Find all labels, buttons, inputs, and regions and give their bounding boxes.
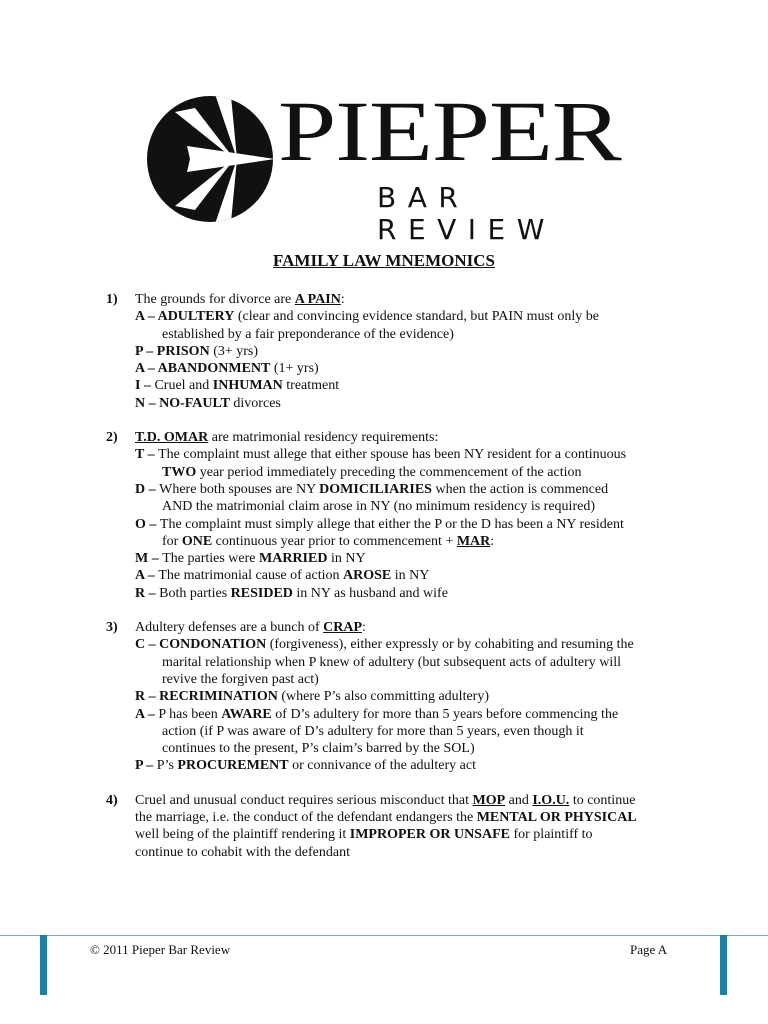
entry-text: year period immediately preceding the commencement of the action [196,464,582,480]
mnemonic-key: CRAP [323,620,363,636]
intro-suffix: : [362,620,366,636]
entry-text: continuous year prior to commencement + [212,533,457,549]
entry-dash: – [146,758,154,774]
entry-prefix: P’s [156,758,178,774]
footer-accent-bar-left [40,935,47,995]
entry-term: MARRIED [259,551,328,567]
entry-term: INHUMAN [212,378,283,394]
mnemonic-key: MOP [472,792,506,808]
mnemonic-entry [135,481,695,498]
entry-letter: I [135,378,141,394]
mnemonic-entry [135,308,695,325]
para-text: and [505,792,533,808]
entry-letter: T [135,447,145,463]
entry-prefix: for [162,533,182,549]
paragraph-line [135,809,695,826]
entry-text: in NY as husband and wife [292,585,448,601]
entry-prefix: P has been [158,706,222,722]
para-text: to continue [569,792,636,808]
entry-continuation: AND the matrimonial claim arose in NY (no minimum residency is required) [162,499,595,515]
mnemonic-entry [135,706,695,723]
entry-text: when the action is commenced [431,481,609,497]
entry-term: TWO [162,464,197,480]
footer-divider [0,935,768,936]
entry-prefix: The matrimonial cause of action [158,568,343,584]
intro-suffix: : [340,292,345,307]
entry-letter: P [135,758,143,774]
mnemonic-item-4 [0,792,768,861]
entry-term: DOMICILIARIES [319,481,432,497]
entry-continuation: revive the forgiven past act) [162,671,319,687]
item-number: 4) [106,792,118,808]
item-intro [135,429,695,446]
entry-text: (1+ yrs) [270,361,319,377]
entry-letter: A [135,361,145,377]
mnemonic-entry [135,636,695,653]
entry-text: (3+ yrs) [209,343,259,359]
entry-term: RESIDED [230,585,293,601]
entry-dash: – [147,447,155,463]
entry-dash: – [148,637,156,653]
mnemonic-key: I.O.U. [532,792,570,808]
para-text: the marriage, i.e. the conduct of the defendant endangers the [135,810,477,826]
mnemonic-item-3 [0,619,768,775]
entry-letter: R [135,585,146,601]
entry-dash: – [146,343,154,359]
paragraph-line [135,826,695,843]
entry-text: divorces [229,395,281,411]
entry-letter: A [135,309,145,325]
entry-term: PROCUREMENT [177,758,289,774]
entry-text: in NY [327,551,366,567]
item-number: 3) [106,620,118,636]
entry-letter: R [135,689,146,705]
mnemonic-entry [135,516,695,533]
entry-prefix: Where both spouses are NY [159,481,320,497]
mnemonic-entry [135,377,695,394]
entry-letter: A [135,706,145,722]
mnemonic-key: T.D. OMAR [135,430,209,446]
mnemonic-entry [135,757,695,774]
item-number: 1) [106,292,118,307]
entry-text: (where P’s also committing adultery) [277,689,489,705]
para-text: Cruel and unusual conduct requires serious misconduct that [135,792,473,808]
entry-term: AROSE [343,568,392,584]
pieper-logo [145,83,625,246]
entry-term: ONE [181,533,213,549]
paragraph-line: continue to cohabit with the defendant [135,844,350,860]
entry-continuation: marital relationship when P knew of adultery (but subsequent acts of adultery will [162,654,622,670]
entry-term: AWARE [221,706,272,722]
footer-copyright: © 2011 Pieper Bar Review [90,942,231,957]
mnemonic-entry [135,688,695,705]
entry-suffix: : [490,533,495,549]
mnemonics-list [0,291,768,878]
entry-prefix: Both parties [159,585,231,601]
entry-dash: – [147,568,155,584]
intro-suffix: are matrimonial residency requirements: [208,430,439,446]
entry-text: of D’s adultery for more than 5 years before commencing the [271,706,619,722]
entry-letter: M [135,551,149,567]
mnemonic-entry [135,585,695,602]
entry-term: NO-FAULT [159,395,230,411]
entry-letter: N [135,395,146,411]
entry-term: RECRIMINATION [159,689,278,705]
entry-continuation: action (if P was aware of D’s adultery for more than 5 years, even though it [162,723,584,739]
mnemonic-item-2 [0,429,768,602]
entry-term: CONDONATION [159,637,267,653]
entry-text: treatment [282,378,340,394]
footer-page-number: Page A [630,942,668,957]
mnemonic-entry [135,550,695,567]
mnemonic-key: A PAIN [294,292,341,307]
mnemonic-entry [135,395,695,412]
entry-prefix: Cruel and [154,378,213,394]
entry-continuation [135,533,695,550]
item-intro [135,619,695,636]
entry-text: (forgiveness), either expressly or by cohabiting and resuming the [266,637,634,653]
entry-dash: – [143,378,151,394]
entry-dash: – [148,689,156,705]
mnemonic-entry [135,446,695,463]
entry-dash: – [148,395,156,411]
entry-term: ADULTERY [157,309,235,325]
entry-dash: – [148,481,156,497]
entry-term: PRISON [156,343,210,359]
entry-continuation [135,464,695,481]
para-text: well being of the plaintiff rendering it [135,827,350,843]
entry-prefix: The complaint must simply allege that either the P or the D has been a NY resident [159,516,624,532]
entry-letter: P [135,343,143,359]
entry-prefix: The complaint must allege that either spouse has been NY resident for a continuous [158,447,627,463]
intro-text: The grounds for divorce are [135,292,295,307]
item-number: 2) [106,430,118,446]
entry-dash: – [147,309,155,325]
entry-text: (clear and convincing evidence standard, but PAIN must only be [234,309,599,325]
entry-term: ABANDONMENT [157,361,271,377]
entry-text: in NY [391,568,430,584]
mnemonic-entry [135,567,695,584]
footer-accent-bar-right [720,935,727,995]
mnemonic-entry [135,343,695,360]
entry-dash: – [151,551,159,567]
entry-continuation: continues to the present, P’s claim’s barred by the SOL) [162,741,475,757]
para-term: IMPROPER OR UNSAFE [349,827,510,843]
brand-name: PIEPER [278,83,621,179]
document-title: FAMILY LAW MNEMONICS [273,251,495,270]
para-text: for plaintiff to [509,827,593,843]
intro-text: Adultery defenses are a bunch of [135,620,324,636]
sunburst-logo-icon [145,94,275,224]
entry-continuation: established by a fair preponderance of the evidence) [162,326,454,342]
entry-text: or connivance of the adultery act [288,758,476,774]
mnemonic-key: MAR [456,533,491,549]
entry-prefix: The parties were [162,551,260,567]
para-term: MENTAL OR PHYSICAL [476,810,637,826]
mnemonic-item-1 [0,291,768,412]
entry-dash: – [148,585,156,601]
paragraph-line [135,792,695,809]
mnemonic-entry [135,360,695,377]
entry-letter: C [135,637,146,653]
entry-dash: – [149,516,157,532]
entry-dash: – [147,706,155,722]
entry-dash: – [147,361,155,377]
brand-subtitle: BAR REVIEW [377,181,556,246]
entry-letter: A [135,568,145,584]
entry-letter: D [135,481,146,497]
entry-letter: O [135,516,146,532]
item-intro [135,291,695,308]
